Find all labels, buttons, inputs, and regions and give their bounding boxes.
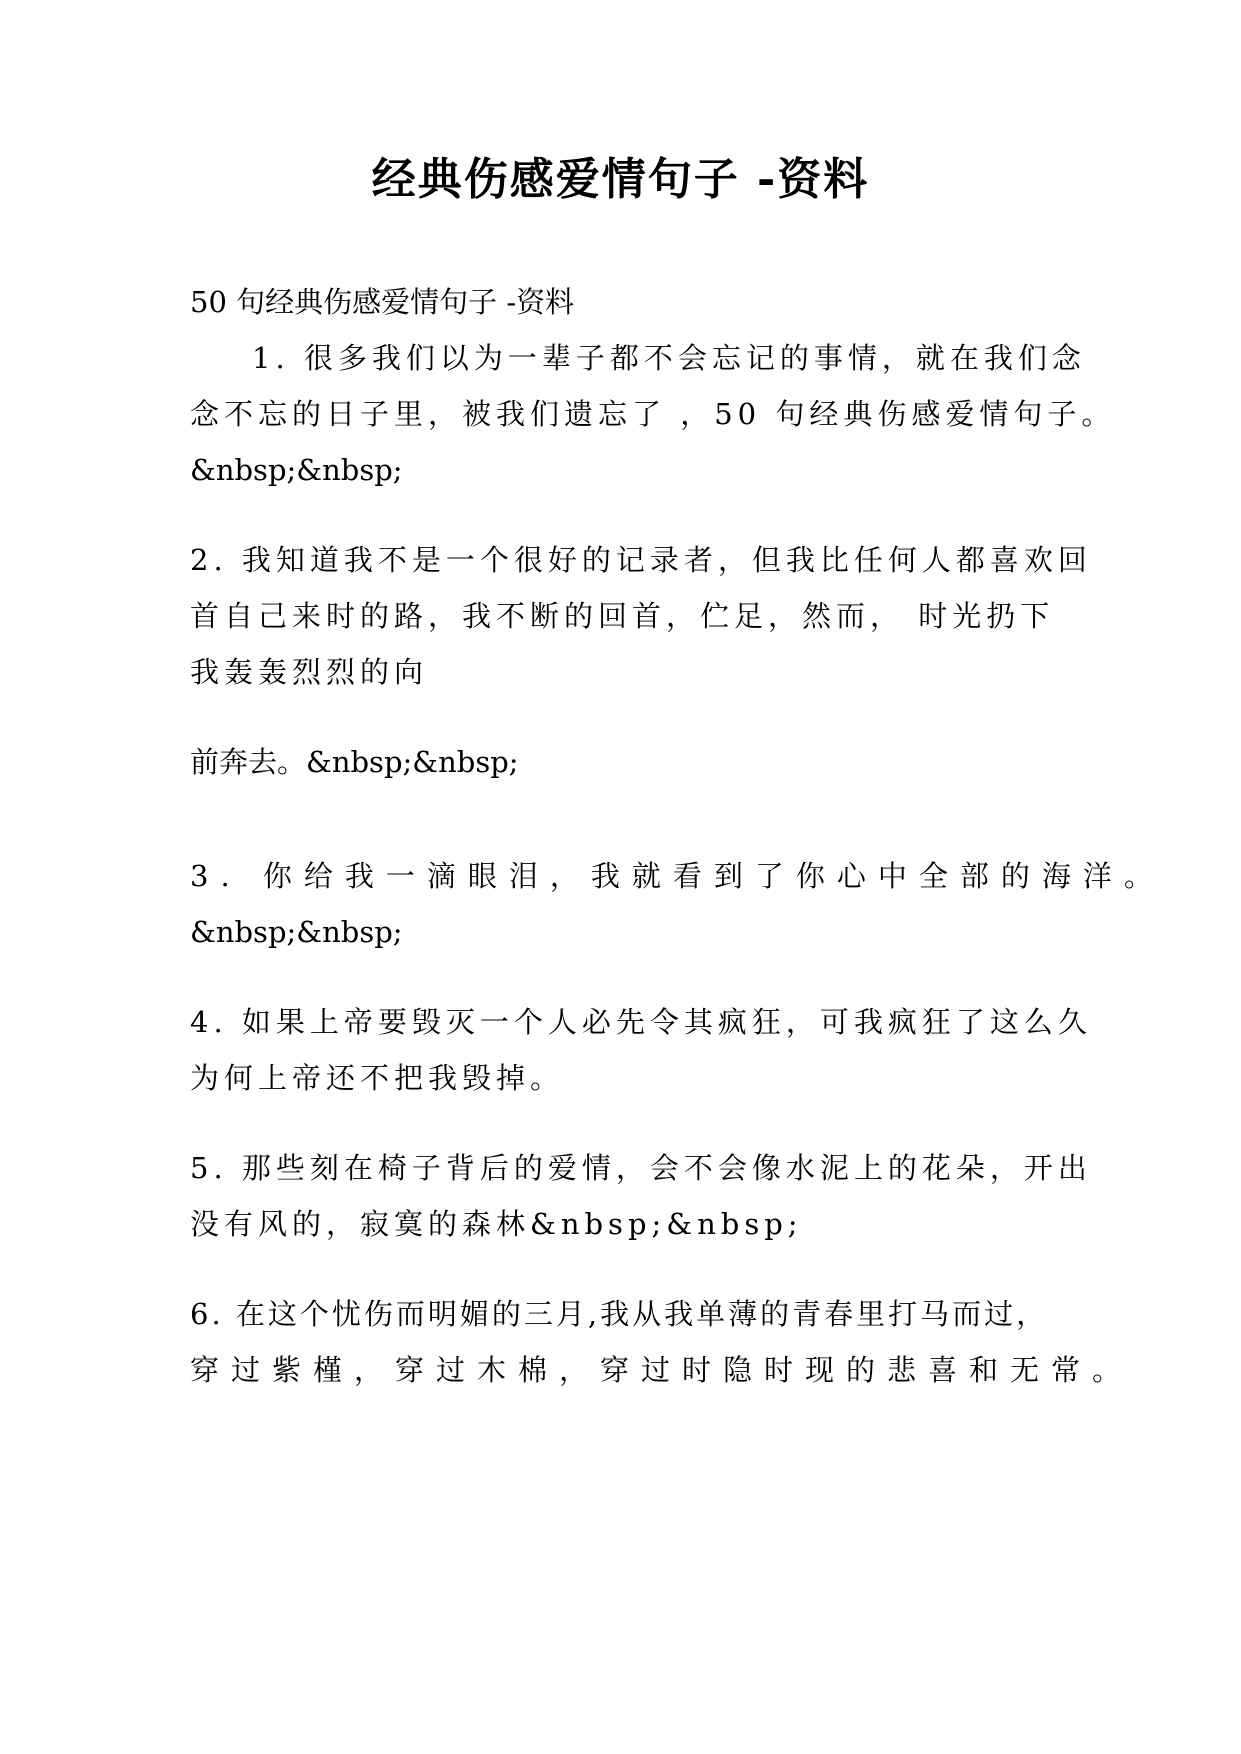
text-line: 穿过紫槿，穿过木棉，穿过时隐时现的悲喜和无常。	[190, 1353, 1134, 1387]
text-line: 首自己来时的路，我不断的回首，伫足，然而， 时光扔下	[190, 599, 1055, 633]
document-title: 经典伤感爱情句子 -资料	[371, 154, 870, 205]
text-line: 我轰轰烈烈的向	[190, 655, 429, 689]
subtitle-line: 50 句经典伤感爱情句子 -资料	[190, 285, 575, 319]
text-line: 6. 在这个忧伤而明媚的三月,我从我单薄的青春里打马而过，	[190, 1297, 1049, 1331]
text-line: &nbsp;&nbsp;	[190, 453, 403, 487]
text-line: 3. 你给我一滴眼泪，我就看到了你心中全部的海洋。	[190, 859, 1165, 893]
text-line: 没有风的，寂寞的森林&nbsp;&nbsp;	[190, 1207, 803, 1241]
text-line: 2. 我知道我不是一个很好的记录者，但我比任何人都喜欢回	[190, 543, 1092, 577]
text-line: 5. 那些刻在椅子背后的爱情，会不会像水泥上的花朵，开出	[190, 1151, 1092, 1185]
text-line: &nbsp;&nbsp;	[190, 915, 403, 949]
text-line: 1. 很多我们以为一辈子都不会忘记的事情，就在我们念	[252, 341, 1086, 375]
text-line: 前奔去。&nbsp;&nbsp;	[190, 745, 519, 779]
text-line: 4. 如果上帝要毁灭一个人必先令其疯狂，可我疯狂了这么久	[190, 1005, 1092, 1039]
text-line: 念不忘的日子里，被我们遗忘了 ，50 句经典伤感爱情句子。	[190, 397, 1116, 431]
text-line: 为何上帝还不把我毁掉。	[190, 1061, 565, 1095]
